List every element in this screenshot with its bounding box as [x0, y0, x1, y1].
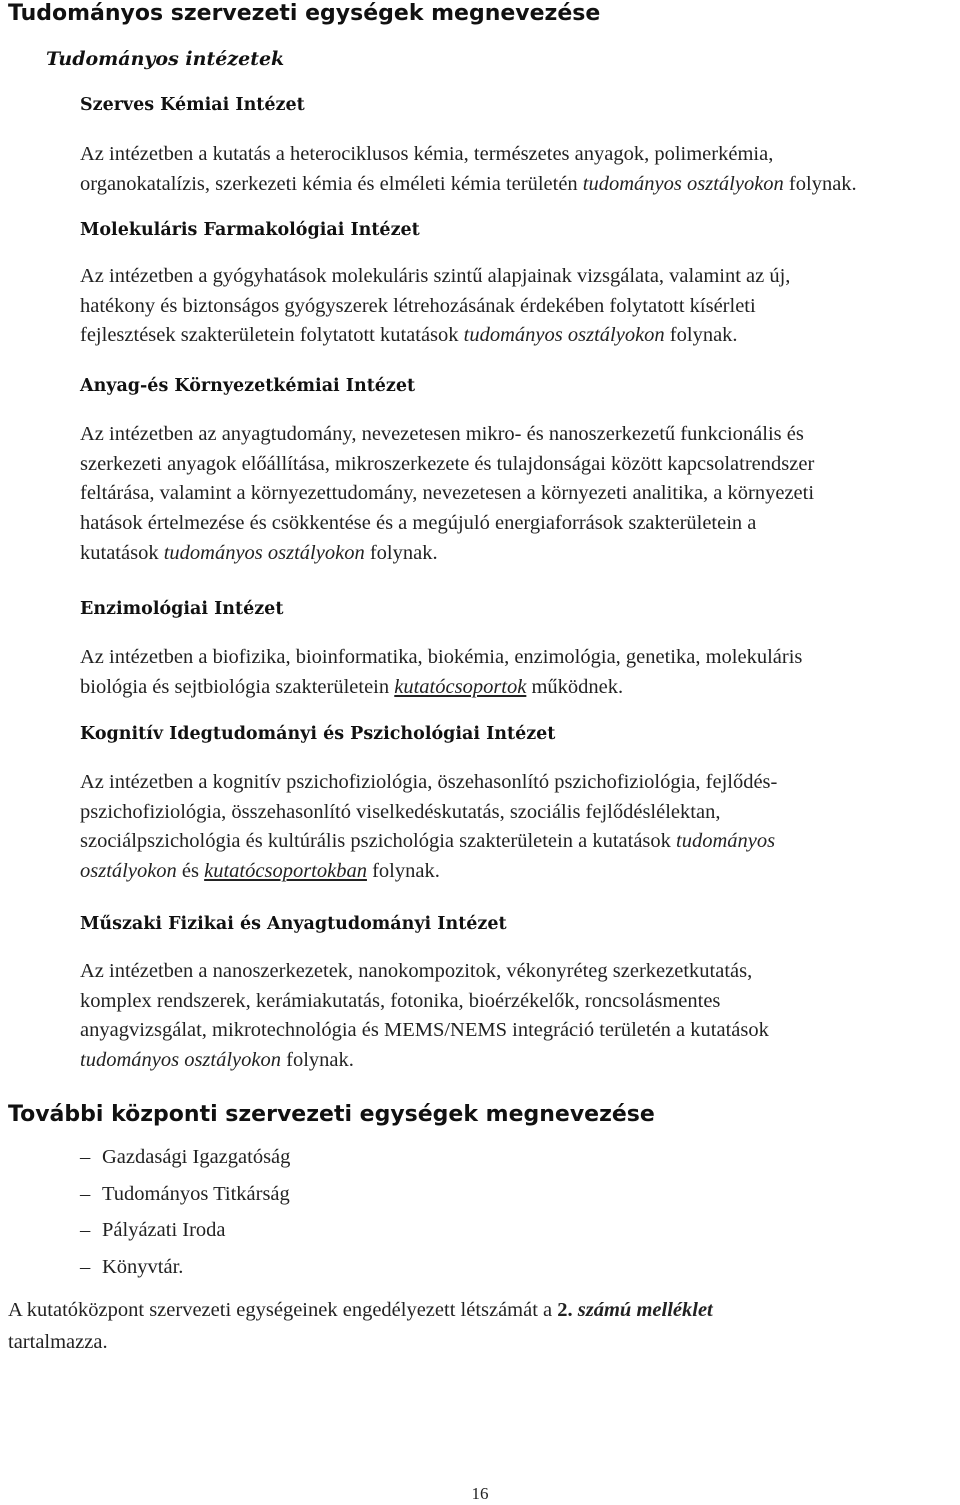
institute-description	[80, 262, 940, 351]
text-line: tartalmazza.	[8, 1331, 108, 1353]
text-line: kutatások tudományos osztályokon folynak.	[80, 541, 438, 564]
text-line: anyagvizsgálat, mikrotechnológia és MEMS/NEMS integráció területén a kutatások	[80, 1019, 769, 1042]
institute-title: Anyag-és Környezetkémiai Intézet	[80, 376, 416, 396]
text-line: osztályokon és kutatócsoportokban folynak.	[80, 860, 440, 883]
text-line: tudományos osztályokon folynak.	[80, 1049, 354, 1072]
unit-list	[80, 1141, 290, 1287]
annex-reference: számú melléklet	[572, 1299, 713, 1321]
institute-title: Enzimológiai Intézet	[80, 599, 284, 619]
text-line: A kutatóközpont szervezeti egységeinek engedélyezett létszámát a 2. számú melléklet	[8, 1299, 713, 1321]
text-line: szerkezeti anyagok előállítása, mikroszerkezete és tulajdonságai között kapcsolatrendszer	[80, 452, 815, 475]
text-line: Az intézetben a biofizika, bioinformatika, biokémia, enzimológia, genetika, molekuláris	[80, 646, 803, 668]
text-line: Az intézetben a nanoszerkezetek, nanokompozitok, vékonyréteg szerkezetkutatás,	[80, 960, 753, 982]
institute-description	[80, 140, 940, 199]
institute-description	[80, 420, 940, 569]
text-line: komplex rendszerek, kerámiakutatás, fotonika, bioérzékelők, roncsolásmentes	[80, 989, 721, 1012]
dash-bullet: –	[80, 1146, 91, 1168]
list-item: – Könyvtár.	[80, 1251, 290, 1288]
text-line: Az intézetben az anyagtudomány, nevezetesen mikro- és nanoszerkezetű funkcionális és	[80, 423, 804, 445]
section-title: További központi szervezeti egységek megnevezése	[8, 1102, 655, 1127]
institute-description	[80, 768, 940, 887]
dash-bullet: –	[80, 1219, 91, 1241]
institute-title: Műszaki Fizikai és Anyagtudományi Intézet	[80, 914, 507, 934]
institute-description	[80, 957, 940, 1076]
list-item: – Pályázati Iroda	[80, 1214, 290, 1251]
text-line: biológia és sejtbiológia szakterületein kutatócsoportok működnek.	[80, 675, 624, 698]
text-line: Az intézetben a kognitív pszichofiziológia, öszehasonlító pszichofiziológia, fejlődés-	[80, 771, 778, 793]
section-title: Tudományos szervezeti egységek megnevezése	[8, 1, 601, 26]
institute-description	[80, 643, 940, 702]
text-line: Az intézetben a kutatás a heterociklusos kémia, természetes anyagok, polimerkémia,	[80, 143, 774, 165]
institute-title: Molekuláris Farmakológiai Intézet	[80, 220, 420, 240]
list-item: – Gazdasági Igazgatóság	[80, 1141, 290, 1178]
institute-title: Szerves Kémiai Intézet	[80, 95, 305, 115]
text-line: hatékony és biztonságos gyógyszerek létrehozásának érdekében folytatott kísérleti	[80, 294, 756, 317]
dash-bullet: –	[80, 1182, 91, 1205]
text-line: szociálpszichológia és kultúrális pszichológia szakterületein a kutatások tudományos	[80, 830, 776, 853]
dash-bullet: –	[80, 1255, 91, 1278]
text-line: Az intézetben a gyógyhatások molekuláris szintű alapjainak vizsgálata, valamint az új,	[80, 265, 791, 287]
closing-paragraph	[8, 1294, 938, 1358]
text-line: feltárása, valamint a környezettudomány, nevezetesen a környezeti analitika, a környezeti	[80, 482, 815, 505]
text-line: hatások értelmezése és csökkentése és a megújuló energiaforrások szakterületein a	[80, 512, 757, 535]
text-line: fejlesztések szakterületein folytatott kutatások tudományos osztályokon folynak.	[80, 324, 738, 347]
text-line: organokatalízis, szerkezeti kémia és elméleti kémia területén tudományos osztályokon folynak.	[80, 172, 857, 195]
annex-reference-number: 2.	[557, 1299, 573, 1321]
page-number: 16	[471, 1484, 489, 1503]
text-line: pszichofiziológia, összehasonlító viselkedéskutatás, szociális fejlődéslélektan,	[80, 800, 721, 823]
institute-title: Kognitív Idegtudományi és Pszichológiai Intézet	[80, 724, 556, 744]
list-item: – Tudományos Titkárság	[80, 1178, 290, 1215]
subsection-title: Tudományos intézetek	[46, 48, 285, 70]
